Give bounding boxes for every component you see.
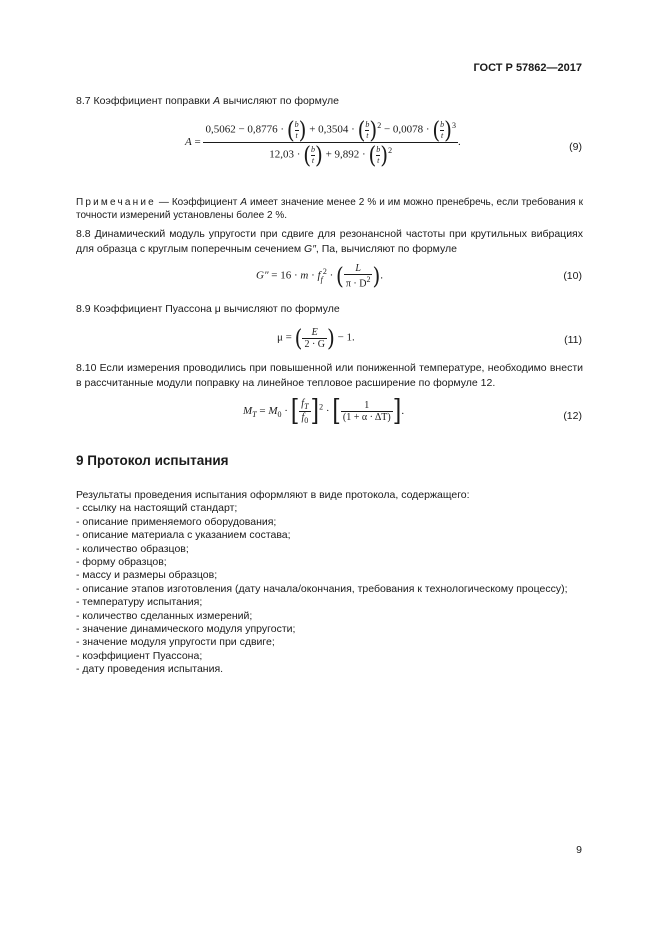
list-item: - форму образцов; xyxy=(76,556,167,569)
equation-10-number: (10) xyxy=(563,270,582,282)
paragraph-8-7: 8.7 Коэффициент поправки A вычисляют по формуле xyxy=(76,95,339,107)
document-header: ГОСТ Р 57862—2017 xyxy=(473,62,582,74)
paragraph-8-8: 8.8 Динамический модуль упругости при сдвиге для резонансной частоты при крутильных вибрациях для образца с круглым поперечным сечением G″, Па, вычисляют по формуле xyxy=(76,228,583,255)
paragraph-8-10: 8.10 Если измерения проводились при повышенной или пониженной температуре, необходимо внести в рассчитанные модули поправку на линейное тепловое расширение по формуле 12. xyxy=(76,362,583,389)
equation-10: $G'' = 16 \cdot m \cdot f_f^2$ · ( $\frac{L}{\pi \cdot D^2}$ ). xyxy=(256,262,383,290)
page-number: 9 xyxy=(576,844,582,856)
eq9-fraction: 0,5062 − 0,8776 · ( $\frac{b}{t}$ ) + 0,3504 · ( $\frac{b}{t}$ )$^2$ − 0,0078 · ( $\frac{b}{t}$ )$^3$ 12,03 · ( $\frac{b}{t}$ ) + 9,892 · ( $\frac{b}{t}$ )$^2$ xyxy=(205,116,456,169)
list-item: - описание этапов изготовления (дату начала/окончания, требования к технологическому процессу); xyxy=(76,582,568,595)
list-item: - значение модуля упругости при сдвиге; xyxy=(76,636,275,649)
list-item: - описание материала с указанием состава; xyxy=(76,529,291,542)
list-item: - количество сделанных измерений; xyxy=(76,609,253,622)
equation-11-number: (11) xyxy=(564,334,582,346)
list-item: - температуру испытания; xyxy=(76,596,203,609)
list-item: - коэффициент Пуассона; xyxy=(76,649,203,662)
list-item: - ссылку на настоящий стандарт; xyxy=(76,502,238,515)
protocol-intro: Результаты проведения испытания оформляют в виде протокола, содержащего: xyxy=(76,489,470,501)
equation-9-number: (9) xyxy=(569,141,582,153)
list-item: - массу и размеры образцов; xyxy=(76,569,218,582)
list-item: - описание применяемого оборудования; xyxy=(76,515,277,528)
note: Примечание — Коэффициент A имеет значение менее 2 % и им можно пренебречь, если требования к точности измерений установлены более 2 %. xyxy=(76,197,583,221)
section-title: 9 Протокол испытания xyxy=(76,453,229,468)
paragraph-8-9: 8.9 Коэффициент Пуассона μ вычисляют по формуле xyxy=(76,303,340,315)
equation-12-number: (12) xyxy=(563,410,582,422)
list-item: - значение динамического модуля упругости; xyxy=(76,623,296,636)
list-item: - дату проведения испытания. xyxy=(76,663,224,676)
equation-12: $M_T = M_0$ · [ $\frac{f_T}{f_0}$ ]$^2$ · [ $\frac{1}{(1 + \alpha \cdot \Delta T)}$ ]. xyxy=(243,395,405,428)
equation-9: A = 0,5062 − 0,8776 · ( $\frac{b}{t}$ ) + 0,3504 · ( $\frac{b}{t}$ )$^2$ − 0,0078 · ( $\frac{b}{t}$ )$^3$ 12,03 · ( $\frac{b}{t}$ ) + 9,892 · ( $\frac{b}{t}$ )$^2$ . xyxy=(185,116,461,169)
list-item: - количество образцов; xyxy=(76,542,189,555)
protocol-list xyxy=(76,489,568,677)
equation-11: μ = ( $\frac{E}{2 \cdot G}$ ) − 1. xyxy=(277,324,355,352)
